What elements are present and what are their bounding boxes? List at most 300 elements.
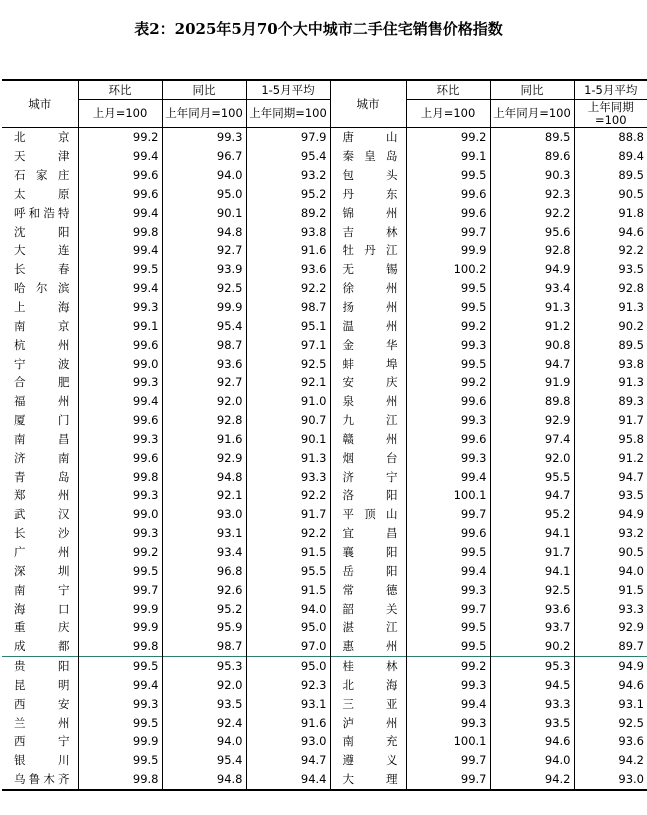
avg-index-cell: 97.1 [246,335,330,354]
avg-index-cell: 93.0 [246,732,330,751]
table-row [2,354,647,373]
mom-index-cell: 99.6 [78,448,162,467]
mom-index-cell: 99.8 [78,222,162,241]
mom-index-cell: 99.6 [78,185,162,204]
avg-index-cell: 94.9 [574,505,647,524]
city-name: 昆 明 [14,677,70,692]
yoy-index-cell: 94.8 [162,222,246,241]
city-name: 福 州 [14,394,70,409]
mom-index-cell: 99.3 [78,298,162,317]
yoy-index-cell: 92.2 [490,203,574,222]
city-name: 赣 州 [342,431,398,446]
city-name-cell [2,770,78,790]
mom-index-cell: 99.6 [78,335,162,354]
city-name: 西 宁 [14,734,70,749]
avg-index-cell: 89.7 [574,637,647,656]
city-name: 遵 义 [342,753,398,768]
city-name-cell [330,373,406,392]
mom-index-cell: 99.2 [406,128,490,147]
city-name: 乌 鲁 木 齐 [14,772,70,787]
city-name: 包 头 [342,168,398,183]
avg-index-cell: 93.3 [574,599,647,618]
yoy-index-cell: 92.3 [490,185,574,204]
yoy-index-cell: 94.7 [490,486,574,505]
mom-index-cell: 99.6 [78,411,162,430]
table-row [2,618,647,637]
avg-index-cell: 90.5 [574,185,647,204]
table-row [2,185,647,204]
avg-index-cell: 93.5 [574,486,647,505]
city-name-cell [2,580,78,599]
header-city: 城市 [330,80,406,128]
yoy-index-cell: 94.8 [162,770,246,790]
city-name: 哈 尔 滨 [14,281,70,296]
mom-index-cell: 99.4 [78,241,162,260]
avg-index-cell: 89.5 [574,166,647,185]
city-name-cell [2,656,78,675]
header-mom-base: 上月=100 [406,100,490,128]
city-name: 金 华 [342,337,398,352]
header-mom: 环比 [406,80,490,100]
city-name: 北 京 [14,130,70,145]
yoy-index-cell: 94.8 [162,467,246,486]
city-name: 洛 阳 [342,488,398,503]
city-name-cell [2,637,78,656]
city-name-cell [330,222,406,241]
yoy-index-cell: 92.5 [490,580,574,599]
city-name: 九 江 [342,413,398,428]
city-name: 三 亚 [342,696,398,711]
city-name: 泉 州 [342,394,398,409]
city-name-cell [330,203,406,222]
yoy-index-cell: 93.6 [490,599,574,618]
table-row [2,203,647,222]
yoy-index-cell: 95.0 [162,185,246,204]
city-name-cell [330,751,406,770]
yoy-index-cell: 94.9 [490,260,574,279]
yoy-index-cell: 95.2 [490,505,574,524]
mom-index-cell: 99.3 [406,448,490,467]
city-name: 南 京 [14,318,70,333]
city-name-cell [330,260,406,279]
city-name: 无 锡 [342,262,398,277]
mom-index-cell: 99.9 [78,732,162,751]
yoy-index-cell: 92.0 [162,392,246,411]
city-name: 郑 州 [14,488,70,503]
yoy-index-cell: 89.6 [490,147,574,166]
city-name-cell [2,599,78,618]
mom-index-cell: 99.9 [78,599,162,618]
table-row [2,147,647,166]
mom-index-cell: 99.3 [406,675,490,694]
avg-index-cell: 91.6 [246,713,330,732]
avg-index-cell: 98.7 [246,298,330,317]
table-row [2,467,647,486]
city-name: 长 沙 [14,526,70,541]
city-name-cell [330,656,406,675]
header-yoy-base: 上年同月=100 [162,100,246,128]
avg-index-cell: 93.1 [574,694,647,713]
yoy-index-cell: 94.0 [162,732,246,751]
price-index-table [2,79,647,791]
city-name-cell [330,732,406,751]
mom-index-cell: 99.2 [406,316,490,335]
mom-index-cell: 99.5 [406,637,490,656]
avg-index-cell: 92.2 [246,279,330,298]
table-row [2,222,647,241]
yoy-index-cell: 91.3 [490,298,574,317]
city-name-cell [330,675,406,694]
yoy-index-cell: 96.8 [162,561,246,580]
city-name: 大 理 [342,772,398,787]
city-name: 武 汉 [14,507,70,522]
avg-index-cell: 95.8 [574,430,647,449]
mom-index-cell: 99.7 [78,580,162,599]
city-name-cell [330,354,406,373]
table-row [2,675,647,694]
city-name-cell [2,260,78,279]
mom-index-cell: 99.3 [406,411,490,430]
avg-index-cell: 92.5 [246,354,330,373]
city-name: 锦 州 [342,205,398,220]
table-row [2,166,647,185]
yoy-index-cell: 92.9 [162,448,246,467]
city-name: 深 圳 [14,563,70,578]
avg-index-cell: 94.9 [574,656,647,675]
city-name: 广 州 [14,544,70,559]
city-name-cell [330,392,406,411]
city-name-cell [2,524,78,543]
yoy-index-cell: 91.6 [162,430,246,449]
yoy-index-cell: 91.2 [490,316,574,335]
city-name: 太 原 [14,186,70,201]
yoy-index-cell: 93.3 [490,694,574,713]
yoy-index-cell: 92.8 [490,241,574,260]
city-name-cell [330,166,406,185]
city-name-cell [2,448,78,467]
avg-index-cell: 95.0 [246,656,330,675]
yoy-index-cell: 96.7 [162,147,246,166]
avg-index-cell: 94.4 [246,770,330,790]
city-name: 惠 州 [342,639,398,654]
yoy-index-cell: 95.3 [162,656,246,675]
city-name-cell [330,298,406,317]
table-row [2,411,647,430]
table-row [2,751,647,770]
avg-index-cell: 91.0 [246,392,330,411]
table-row [2,505,647,524]
mom-index-cell: 99.7 [406,222,490,241]
mom-index-cell: 99.4 [406,694,490,713]
city-name-cell [330,713,406,732]
mom-index-cell: 99.3 [78,694,162,713]
city-name: 沈 阳 [14,224,70,239]
avg-index-cell: 93.8 [574,354,647,373]
mom-index-cell: 99.0 [78,354,162,373]
city-name: 吉 林 [342,224,398,239]
city-name: 济 南 [14,450,70,465]
city-name-cell [2,618,78,637]
table-row [2,128,647,147]
city-name: 银 川 [14,753,70,768]
mom-index-cell: 99.4 [78,203,162,222]
city-name-cell [330,599,406,618]
mom-index-cell: 99.6 [406,524,490,543]
yoy-index-cell: 93.6 [162,354,246,373]
city-name-cell [330,185,406,204]
yoy-index-cell: 97.4 [490,430,574,449]
city-name: 温 州 [342,318,398,333]
avg-index-cell: 94.7 [574,467,647,486]
mom-index-cell: 99.6 [406,185,490,204]
avg-index-cell: 92.2 [574,241,647,260]
avg-index-cell: 95.5 [246,561,330,580]
table-row [2,580,647,599]
mom-index-cell: 99.8 [78,467,162,486]
city-name: 大 连 [14,243,70,258]
city-name-cell [330,147,406,166]
mom-index-cell: 99.4 [78,147,162,166]
city-name-cell [2,279,78,298]
yoy-index-cell: 94.1 [490,561,574,580]
city-name: 合 肥 [14,375,70,390]
city-name-cell [330,279,406,298]
yoy-index-cell: 92.6 [162,580,246,599]
mom-index-cell: 99.5 [406,279,490,298]
avg-index-cell: 92.2 [246,486,330,505]
mom-index-cell: 99.5 [406,618,490,637]
city-name-cell [330,694,406,713]
mom-index-cell: 99.2 [78,543,162,562]
city-name: 唐 山 [342,130,398,145]
city-name-cell [2,392,78,411]
yoy-index-cell: 94.1 [490,524,574,543]
table-row [2,392,647,411]
mom-index-cell: 99.5 [406,298,490,317]
mom-index-cell: 99.2 [406,373,490,392]
city-name: 宜 昌 [342,526,398,541]
yoy-index-cell: 93.4 [162,543,246,562]
mom-index-cell: 99.4 [78,392,162,411]
header-mom: 环比 [78,80,162,100]
city-name-cell [2,411,78,430]
city-name: 常 德 [342,582,398,597]
yoy-index-cell: 94.5 [490,675,574,694]
yoy-index-cell: 89.5 [490,128,574,147]
yoy-index-cell: 93.5 [490,713,574,732]
mom-index-cell: 99.1 [406,147,490,166]
city-name: 泸 州 [342,715,398,730]
avg-index-cell: 89.3 [574,392,647,411]
city-name: 蚌 埠 [342,356,398,371]
avg-index-cell: 91.3 [574,298,647,317]
mom-index-cell: 99.7 [406,505,490,524]
city-name-cell [330,467,406,486]
yoy-index-cell: 91.7 [490,543,574,562]
yoy-index-cell: 94.2 [490,770,574,790]
yoy-index-cell: 94.6 [490,732,574,751]
city-name: 南 充 [342,734,398,749]
table-row [2,448,647,467]
mom-index-cell: 99.4 [78,675,162,694]
avg-index-cell: 90.5 [574,543,647,562]
avg-index-cell: 92.3 [246,675,330,694]
city-name-cell [330,411,406,430]
avg-index-cell: 91.5 [574,580,647,599]
mom-index-cell: 99.7 [406,770,490,790]
yoy-index-cell: 99.3 [162,128,246,147]
mom-index-cell: 99.9 [406,241,490,260]
mom-index-cell: 99.2 [78,128,162,147]
table-row [2,279,647,298]
city-name-cell [330,618,406,637]
avg-index-cell: 90.2 [574,316,647,335]
mom-index-cell: 99.3 [78,524,162,543]
avg-index-cell: 91.3 [246,448,330,467]
yoy-index-cell: 92.4 [162,713,246,732]
city-name-cell [2,732,78,751]
avg-index-cell: 88.8 [574,128,647,147]
avg-index-cell: 91.7 [574,411,647,430]
yoy-index-cell: 92.8 [162,411,246,430]
city-name: 安 庆 [342,375,398,390]
city-name-cell [2,713,78,732]
city-name-cell [330,637,406,656]
city-name: 扬 州 [342,300,398,315]
mom-index-cell: 99.4 [406,561,490,580]
yoy-index-cell: 95.4 [162,316,246,335]
avg-index-cell: 92.8 [574,279,647,298]
yoy-index-cell: 93.0 [162,505,246,524]
city-name-cell [330,448,406,467]
city-name: 平 顶 山 [342,507,398,522]
city-name-cell [2,751,78,770]
city-name: 丹 东 [342,186,398,201]
city-name: 天 津 [14,149,70,164]
table-row [2,694,647,713]
city-name-cell [330,770,406,790]
avg-index-cell: 93.2 [246,166,330,185]
yoy-index-cell: 95.2 [162,599,246,618]
avg-index-cell: 91.7 [246,505,330,524]
mom-index-cell: 99.8 [78,637,162,656]
header-avg: 1-5月平均 [246,80,330,100]
city-name-cell [2,543,78,562]
city-name: 牡 丹 江 [342,243,398,258]
mom-index-cell: 99.5 [406,354,490,373]
avg-index-cell: 91.8 [574,203,647,222]
yoy-index-cell: 92.1 [162,486,246,505]
city-name: 长 春 [14,262,70,277]
mom-index-cell: 99.4 [78,279,162,298]
city-name-cell [330,128,406,147]
avg-index-cell: 92.5 [574,713,647,732]
city-name-cell [2,316,78,335]
table-row [2,524,647,543]
header-avg-base: 上年同期=100 [574,100,647,128]
yoy-index-cell: 92.0 [162,675,246,694]
city-name-cell [2,467,78,486]
city-name: 厦 门 [14,413,70,428]
yoy-index-cell: 89.8 [490,392,574,411]
yoy-index-cell: 93.4 [490,279,574,298]
mom-index-cell: 99.5 [78,751,162,770]
city-name-cell [2,185,78,204]
city-name: 石 家 庄 [14,168,70,183]
yoy-index-cell: 90.8 [490,335,574,354]
avg-index-cell: 94.0 [574,561,647,580]
mom-index-cell: 99.3 [78,486,162,505]
header-city: 城市 [2,80,78,128]
avg-index-cell: 89.5 [574,335,647,354]
mom-index-cell: 100.2 [406,260,490,279]
mom-index-cell: 99.6 [406,203,490,222]
city-name: 济 宁 [342,469,398,484]
city-name-cell [330,524,406,543]
yoy-index-cell: 91.9 [490,373,574,392]
city-name: 兰 州 [14,715,70,730]
mom-index-cell: 99.2 [406,656,490,675]
header-yoy: 同比 [162,80,246,100]
avg-index-cell: 92.9 [574,618,647,637]
yoy-index-cell: 90.1 [162,203,246,222]
mom-index-cell: 99.6 [78,166,162,185]
avg-index-cell: 93.5 [574,260,647,279]
mom-index-cell: 100.1 [406,486,490,505]
city-name-cell [2,203,78,222]
city-name-cell [2,241,78,260]
avg-index-cell: 89.4 [574,147,647,166]
yoy-index-cell: 99.9 [162,298,246,317]
mom-index-cell: 99.6 [406,430,490,449]
avg-index-cell: 91.5 [246,580,330,599]
avg-index-cell: 91.3 [574,373,647,392]
city-name: 青 岛 [14,469,70,484]
city-name: 呼 和 浩 特 [14,205,70,220]
table-row [2,486,647,505]
avg-index-cell: 93.3 [246,467,330,486]
table-row [2,335,647,354]
table-row [2,430,647,449]
yoy-index-cell: 90.2 [490,637,574,656]
mom-index-cell: 99.0 [78,505,162,524]
mom-index-cell: 99.8 [78,770,162,790]
avg-index-cell: 90.1 [246,430,330,449]
mom-index-cell: 99.3 [406,335,490,354]
yoy-index-cell: 98.7 [162,637,246,656]
avg-index-cell: 91.2 [574,448,647,467]
city-name: 秦 皇 岛 [342,149,398,164]
mom-index-cell: 100.1 [406,732,490,751]
avg-index-cell: 93.6 [246,260,330,279]
city-name: 徐 州 [342,281,398,296]
city-name: 襄 阳 [342,544,398,559]
yoy-index-cell: 95.4 [162,751,246,770]
header-mom-base: 上月=100 [78,100,162,128]
avg-index-cell: 97.9 [246,128,330,147]
table-row [2,637,647,656]
avg-index-cell: 92.2 [246,524,330,543]
mom-index-cell: 99.3 [78,373,162,392]
yoy-index-cell: 93.9 [162,260,246,279]
city-name: 湛 江 [342,620,398,635]
city-name-cell [330,543,406,562]
mom-index-cell: 99.3 [406,713,490,732]
avg-index-cell: 94.6 [574,675,647,694]
avg-index-cell: 91.5 [246,543,330,562]
city-name-cell [2,128,78,147]
city-name: 南 宁 [14,582,70,597]
